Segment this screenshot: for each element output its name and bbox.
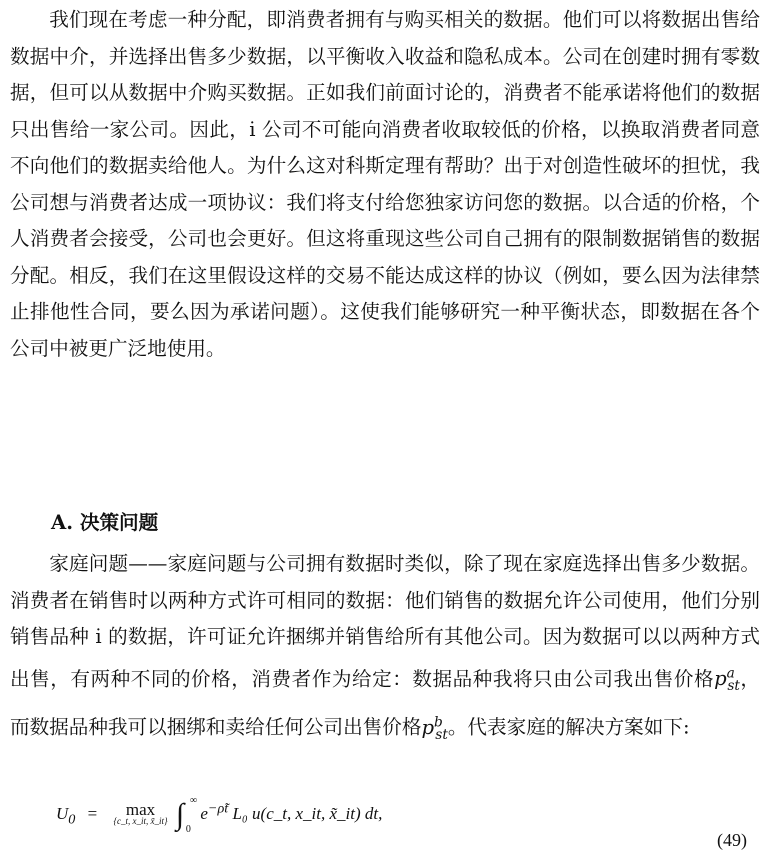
eq-integral-upper: ∞	[189, 795, 198, 806]
body-paragraph-2	[10, 546, 760, 753]
eq-lhs-sub: 0	[68, 811, 76, 828]
price-pa-base: p	[714, 667, 727, 691]
section-heading: A. 决策问题	[51, 511, 159, 534]
price-pa-sub: st	[727, 677, 740, 694]
eq-max-operator	[113, 800, 167, 826]
price-pb-sup: b	[434, 714, 443, 731]
price-pb-sub: st	[435, 726, 448, 743]
eq-exp-base: e	[200, 803, 208, 823]
paragraph-2-text-1: 家庭问题——家庭问题与公司拥有数据时类似，除了现在家庭选择出售多少数据。消费者在销售时以两种方式许可相同的数据：他们销售的数据允许公司使用，他们分别销售品种 i 的数据，许可证允许捆绑并销售给所有其他公司。因为数据可以以两种方式出售，有两种不同的价格，消费者作为给定：数据品种我将只由公司我出售价格	[10, 552, 760, 691]
eq-max-label: max	[125, 800, 156, 819]
paragraph-2-text-2: ，而数据品种我可以捆绑和卖给任何公司出售价格	[10, 667, 761, 739]
price-pa-symbol	[714, 665, 740, 694]
eq-integrand: L₀ u(c_t, x_it, x̃_it) dt,	[232, 803, 383, 823]
price-pb-base: p	[421, 715, 435, 739]
body-paragraph-1: 我们现在考虑一种分配，即消费者拥有与购买相关的数据。他们可以将数据出售给数据中介，并选择出售多少数据，以平衡收入收益和隐私成本。公司在创建时拥有零数据，但可以从数据中介购买数据。正如我们前面讨论的，消费者不能承诺将他们的数据只出售给一家公司。因此，i 公司不可能向消费者收取较低的价格，以换取消费者同意不向他们的数据卖给他人。为什么这对科斯定理有帮助？出于对创造性破坏的担忧，我公司想与消费者达成一项协议：我们将支付给您独家访问您的数据。以合适的价格，个人消费者会接受，公司也会更好。但这将重现这些公司自己拥有的限制数据销售的数据分配。相反，我们在这里假设这样的交易不能达成这样的协议（例如，要么因为法律禁止排他性合同，要么因为承诺问题）。这使我们能够研究一种平衡状态，即数据在各个公司中被更广泛地使用。	[10, 8, 760, 360]
paragraph-2-text-3: 。代表家庭的解决方案如下:	[447, 715, 690, 739]
eq-exponential	[200, 800, 229, 823]
eq-max-under: {c_t, x_it, x̃_it}	[113, 816, 168, 826]
equation-body	[56, 795, 383, 835]
price-pb-symbol	[421, 714, 448, 743]
equation-number: (49)	[717, 830, 747, 850]
equation-49	[0, 795, 771, 852]
eq-lhs	[56, 803, 76, 828]
price-pa-sup: a	[726, 665, 735, 682]
eq-lhs-symbol: U	[56, 803, 69, 823]
eq-integral-lower: 0	[185, 824, 191, 835]
eq-equals: =	[87, 803, 98, 823]
eq-integral: ∫ ∞ 0	[175, 795, 198, 835]
eq-exp-power: −ρ̃t	[207, 800, 229, 817]
